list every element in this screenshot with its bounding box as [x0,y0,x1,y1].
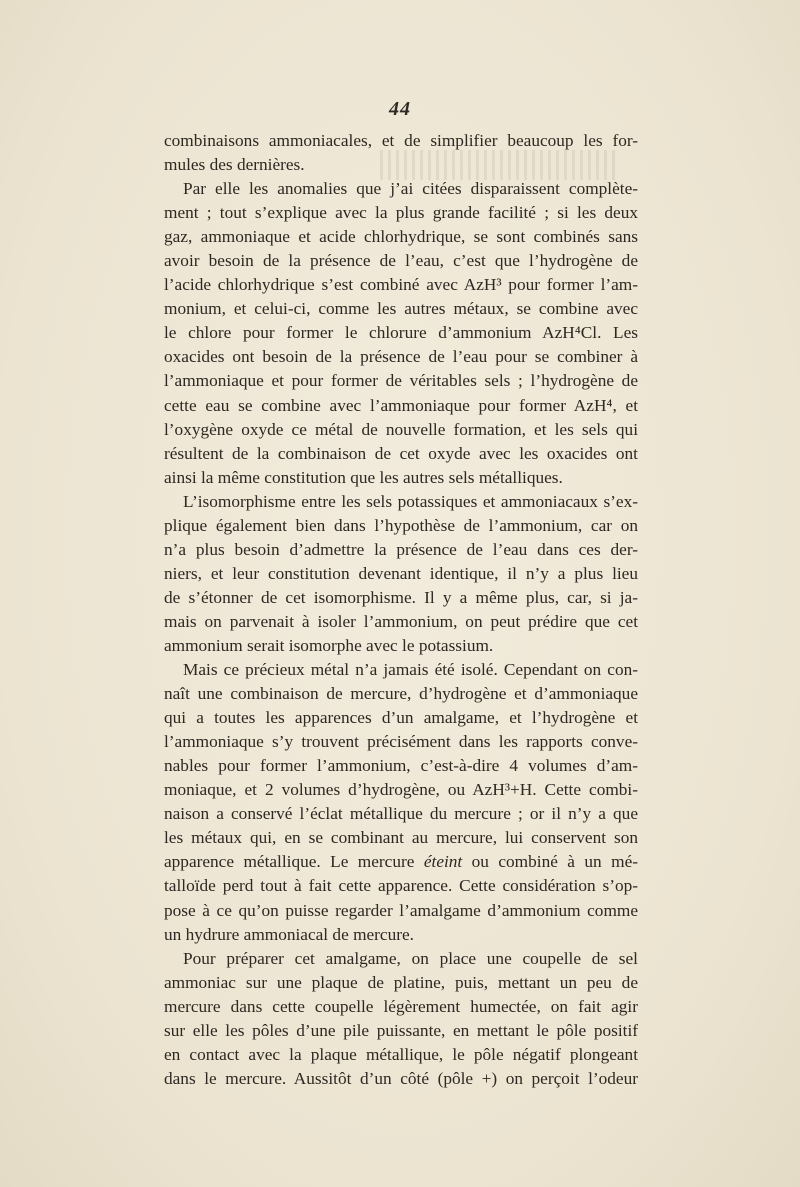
page-number: 44 [389,98,411,120]
text-line: mais on parvenait à isoler l’ammonium, on peut prédire que cet [164,611,638,631]
text-line: talloïde perd tout à fait cette apparence. Cette considération s’op- [164,876,638,896]
text-line: mercure dans cette coupelle légèrement humectée, on fait agir [164,996,638,1016]
text-line: avoir besoin de la présence de l’eau, c’est que l’hydrogène de [164,251,638,271]
text-line: ammonium serait isomorphe avec le potassium. [164,635,494,655]
text-line: Mais ce précieux métal n’a jamais été isolé. Cependant on con- [183,660,638,680]
text-line: l’oxygène oxyde ce métal de nouvelle formation, et les sels qui [164,419,638,439]
text-line: mules des dernières. [164,155,305,175]
text-line: un hydrure ammoniacal de mercure. [164,924,414,944]
text-line: ainsi la même constitution que les autres sels métalliques. [164,467,563,487]
text-line: en contact avec la plaque métallique, le pôle négatif plongeant [164,1044,638,1064]
text-line: résultent de la combinaison de cet oxyde avec les oxacides ont [164,443,638,463]
text-line: l’ammoniaque s’y trouvent précisément dans les rapports conve- [164,732,638,752]
text-line: ammoniac sur une plaque de platine, puis, mettant un peu de [164,972,638,992]
text-line: cette eau se combine avec l’ammoniaque pour former AzH⁴, et [164,395,638,415]
text-line: sur elle les pôles d’une pile puissante, en mettant le pôle positif [164,1020,638,1040]
text-line: Par elle les anomalies que j’ai citées disparaissent complète- [183,179,638,199]
text-line: plique également bien dans l’hypothèse de l’ammonium, car on [164,515,638,535]
text-line: pose à ce qu’on puisse regarder l’amalgame d’ammonium comme [164,900,638,920]
text-line: le chlore pour former le chlorure d’ammonium AzH⁴Cl. Les [164,323,638,343]
text-line: L’isomorphisme entre les sels potassiques et ammoniacaux s’ex- [183,491,638,511]
body-text [164,129,638,1091]
text-line: naît une combinaison de mercure, d’hydrogène et d’ammoniaque [164,684,638,704]
text-line: dans le mercure. Aussitôt d’un côté (pôle +) on perçoit l’odeur [164,1068,638,1088]
text-line: qui a toutes les apparences d’un amalgame, et l’hydrogène et [164,708,638,728]
text-line: n’a plus besoin d’admettre la présence de l’eau dans ces der- [164,539,638,559]
text-line: gaz, ammoniaque et acide chlorhydrique, se sont combinés sans [164,227,638,247]
text-line: les métaux qui, en se combinant au mercure, lui conservent son [164,828,638,848]
text-line: ment ; tout s’explique avec la plus grande facilité ; si les deux [164,203,638,223]
text-line: l’ammoniaque et pour former de véritables sels ; l’hydrogène de [164,371,638,391]
text-line: monium, et celui-ci, comme les autres métaux, se combine avec [164,299,638,319]
text-line: de s’étonner de cet isomorphisme. Il y a même plus, car, si ja- [164,587,638,607]
text-line: oxacides ont besoin de la présence de l’eau pour se combiner à [164,347,638,367]
text-line: niers, et leur constitution devenant identique, il n’y a plus lieu [164,563,638,583]
text-line: moniaque, et 2 volumes d’hydrogène, ou AzH³+H. Cette combi- [164,780,638,800]
text-line: combinaisons ammoniacales, et de simplifier beaucoup les for- [164,131,638,150]
text-line: nables pour former l’ammonium, c’est-à-dire 4 volumes d’am- [164,756,638,776]
italic-word: éteint [423,852,463,872]
text-line: l’acide chlorhydrique s’est combiné avec AzH³ pour former l’am- [164,275,638,295]
text-line: Pour préparer cet amalgame, on place une coupelle de sel [183,948,638,968]
text-line: apparence métallique. Le mercure éteint ou combiné à un mé- [164,852,638,872]
text-line: naison a conservé l’éclat métallique du mercure ; or il n’y a que [164,804,638,824]
